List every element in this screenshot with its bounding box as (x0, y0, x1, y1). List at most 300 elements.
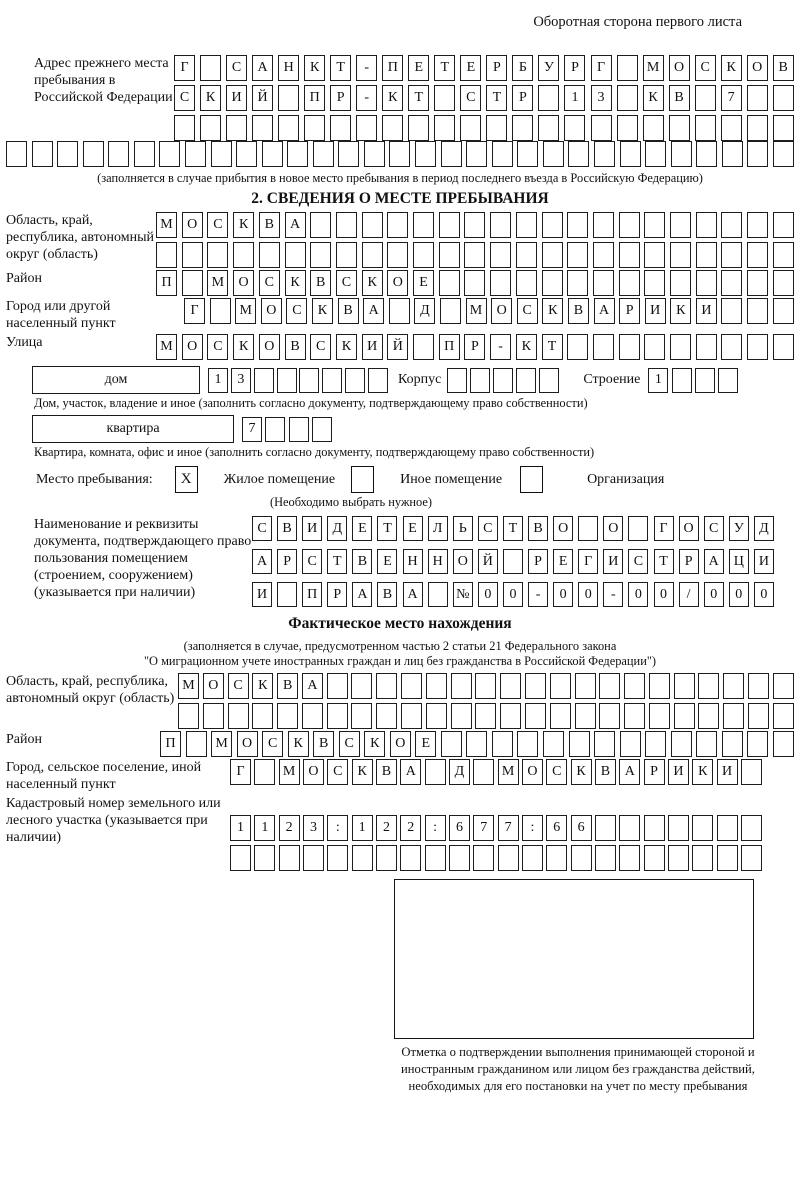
char-cell[interactable]: И (645, 298, 666, 324)
char-cell[interactable]: О (522, 759, 543, 785)
char-cell[interactable] (617, 85, 638, 111)
char-cell[interactable] (475, 673, 496, 699)
char-cell[interactable]: М (156, 212, 177, 238)
char-cell[interactable]: 7 (721, 85, 742, 111)
char-cell[interactable]: 0 (754, 582, 774, 607)
char-cell[interactable] (695, 85, 716, 111)
char-cell[interactable]: М (466, 298, 487, 324)
char-cell[interactable] (543, 141, 564, 167)
char-cell[interactable] (747, 115, 768, 141)
char-cell[interactable]: 1 (564, 85, 585, 111)
char-cell[interactable]: О (261, 298, 282, 324)
char-cell[interactable]: Р (277, 549, 297, 574)
char-cell[interactable] (327, 703, 348, 729)
char-cell[interactable]: П (160, 731, 181, 757)
char-cell[interactable]: К (312, 298, 333, 324)
char-cell[interactable] (721, 298, 742, 324)
char-cell[interactable]: Г (591, 55, 612, 81)
char-cell[interactable] (338, 141, 359, 167)
char-cell[interactable]: Т (330, 55, 351, 81)
char-cell[interactable]: Д (327, 516, 347, 541)
char-cell[interactable]: К (721, 55, 742, 81)
char-cell[interactable] (773, 731, 794, 757)
char-cell[interactable] (668, 845, 689, 871)
char-cell[interactable] (538, 85, 559, 111)
char-cell[interactable]: Н (403, 549, 423, 574)
char-cell[interactable] (425, 845, 446, 871)
char-cell[interactable] (525, 673, 546, 699)
char-cell[interactable] (322, 368, 342, 393)
char-cell[interactable] (645, 731, 666, 757)
char-cell[interactable]: С (262, 731, 283, 757)
char-cell[interactable]: А (594, 298, 615, 324)
char-cell[interactable]: К (362, 270, 383, 296)
char-cell[interactable] (134, 141, 155, 167)
char-cell[interactable]: С (695, 55, 716, 81)
char-cell[interactable]: Г (174, 55, 195, 81)
char-cell[interactable] (413, 242, 434, 268)
char-cell[interactable] (670, 334, 691, 360)
char-cell[interactable]: К (382, 85, 403, 111)
char-cell[interactable] (670, 212, 691, 238)
char-cell[interactable] (516, 368, 536, 393)
char-cell[interactable] (516, 212, 537, 238)
char-cell[interactable] (698, 673, 719, 699)
char-cell[interactable]: О (387, 270, 408, 296)
char-cell[interactable]: К (571, 759, 592, 785)
char-cell[interactable]: Л (428, 516, 448, 541)
char-cell[interactable]: О (203, 673, 224, 699)
char-cell[interactable]: - (356, 85, 377, 111)
char-cell[interactable]: И (302, 516, 322, 541)
char-cell[interactable]: В (773, 55, 794, 81)
char-cell[interactable] (619, 845, 640, 871)
char-cell[interactable] (718, 368, 738, 393)
char-cell[interactable] (593, 334, 614, 360)
char-cell[interactable] (539, 368, 559, 393)
char-cell[interactable]: Р (528, 549, 548, 574)
char-cell[interactable]: 3 (591, 85, 612, 111)
char-cell[interactable] (426, 673, 447, 699)
char-cell[interactable] (628, 516, 648, 541)
char-cell[interactable]: О (303, 759, 324, 785)
char-cell[interactable] (401, 703, 422, 729)
char-cell[interactable]: 1 (230, 815, 251, 841)
char-cell[interactable] (620, 141, 641, 167)
char-cell[interactable]: Н (278, 55, 299, 81)
char-cell[interactable] (174, 115, 195, 141)
char-cell[interactable]: Р (679, 549, 699, 574)
char-cell[interactable] (259, 242, 280, 268)
char-cell[interactable] (599, 703, 620, 729)
char-cell[interactable] (415, 141, 436, 167)
char-cell[interactable]: Р (486, 55, 507, 81)
char-cell[interactable]: - (603, 582, 623, 607)
char-cell[interactable]: П (302, 582, 322, 607)
char-cell[interactable] (674, 703, 695, 729)
char-cell[interactable]: С (252, 516, 272, 541)
char-cell[interactable] (747, 242, 768, 268)
char-cell[interactable]: С (460, 85, 481, 111)
char-cell[interactable]: Р (512, 85, 533, 111)
char-cell[interactable] (352, 845, 373, 871)
char-cell[interactable]: - (490, 334, 511, 360)
char-cell[interactable] (351, 703, 372, 729)
char-cell[interactable] (490, 242, 511, 268)
char-cell[interactable] (440, 298, 461, 324)
char-cell[interactable]: П (439, 334, 460, 360)
char-cell[interactable] (252, 115, 273, 141)
char-cell[interactable]: К (352, 759, 373, 785)
char-cell[interactable] (302, 703, 323, 729)
char-cell[interactable] (156, 242, 177, 268)
char-cell[interactable] (413, 334, 434, 360)
char-cell[interactable] (500, 703, 521, 729)
char-cell[interactable]: Д (754, 516, 774, 541)
char-cell[interactable] (722, 731, 743, 757)
char-cell[interactable] (645, 141, 666, 167)
char-cell[interactable] (517, 141, 538, 167)
char-cell[interactable]: 3 (303, 815, 324, 841)
char-cell[interactable]: К (252, 673, 273, 699)
char-cell[interactable]: № (453, 582, 473, 607)
char-cell[interactable]: С (228, 673, 249, 699)
char-cell[interactable] (327, 673, 348, 699)
checkbox-inoe[interactable] (351, 466, 374, 493)
char-cell[interactable] (624, 673, 645, 699)
char-cell[interactable]: В (310, 270, 331, 296)
char-cell[interactable]: Т (542, 334, 563, 360)
char-cell[interactable] (473, 845, 494, 871)
checkbox-zhiloe[interactable]: X (175, 466, 198, 493)
char-cell[interactable] (210, 298, 231, 324)
char-cell[interactable] (674, 673, 695, 699)
char-cell[interactable] (695, 368, 715, 393)
char-cell[interactable] (543, 731, 564, 757)
char-cell[interactable] (426, 703, 447, 729)
char-cell[interactable] (376, 703, 397, 729)
char-cell[interactable] (672, 368, 692, 393)
char-cell[interactable] (439, 242, 460, 268)
char-cell[interactable]: П (304, 85, 325, 111)
char-cell[interactable]: О (259, 334, 280, 360)
char-cell[interactable]: Т (377, 516, 397, 541)
char-cell[interactable]: К (233, 334, 254, 360)
char-cell[interactable] (387, 242, 408, 268)
char-cell[interactable] (571, 845, 592, 871)
char-cell[interactable]: 0 (628, 582, 648, 607)
char-cell[interactable] (313, 141, 334, 167)
char-cell[interactable]: : (425, 815, 446, 841)
char-cell[interactable] (345, 368, 365, 393)
char-cell[interactable] (211, 141, 232, 167)
char-cell[interactable] (594, 731, 615, 757)
char-cell[interactable]: К (692, 759, 713, 785)
char-cell[interactable]: М (156, 334, 177, 360)
char-cell[interactable]: К (200, 85, 221, 111)
char-cell[interactable] (717, 845, 738, 871)
char-cell[interactable] (619, 334, 640, 360)
char-cell[interactable]: А (619, 759, 640, 785)
char-cell[interactable]: 6 (449, 815, 470, 841)
char-cell[interactable]: С (259, 270, 280, 296)
char-cell[interactable] (327, 845, 348, 871)
char-cell[interactable]: 0 (503, 582, 523, 607)
char-cell[interactable]: 6 (546, 815, 567, 841)
char-cell[interactable]: 0 (553, 582, 573, 607)
char-cell[interactable]: - (528, 582, 548, 607)
char-cell[interactable]: Е (377, 549, 397, 574)
char-cell[interactable]: С (339, 731, 360, 757)
char-cell[interactable]: Р (330, 85, 351, 111)
char-cell[interactable] (695, 115, 716, 141)
char-cell[interactable] (593, 270, 614, 296)
char-cell[interactable] (464, 242, 485, 268)
char-cell[interactable]: Е (408, 55, 429, 81)
char-cell[interactable]: Е (352, 516, 372, 541)
char-cell[interactable] (538, 115, 559, 141)
char-cell[interactable] (451, 703, 472, 729)
char-cell[interactable] (57, 141, 78, 167)
char-cell[interactable]: К (233, 212, 254, 238)
char-cell[interactable] (336, 242, 357, 268)
char-cell[interactable] (717, 815, 738, 841)
char-cell[interactable] (670, 270, 691, 296)
char-cell[interactable]: К (542, 298, 563, 324)
char-cell[interactable]: С (517, 298, 538, 324)
char-cell[interactable] (644, 270, 665, 296)
char-cell[interactable]: 0 (729, 582, 749, 607)
char-cell[interactable] (277, 703, 298, 729)
char-cell[interactable] (277, 368, 297, 393)
char-cell[interactable] (644, 242, 665, 268)
char-cell[interactable] (362, 212, 383, 238)
char-cell[interactable] (439, 212, 460, 238)
char-cell[interactable] (747, 85, 768, 111)
char-cell[interactable]: В (377, 582, 397, 607)
char-cell[interactable]: 0 (704, 582, 724, 607)
char-cell[interactable] (517, 731, 538, 757)
char-cell[interactable]: С (174, 85, 195, 111)
char-cell[interactable] (669, 115, 690, 141)
char-cell[interactable]: - (356, 55, 377, 81)
char-cell[interactable]: А (285, 212, 306, 238)
char-cell[interactable]: И (696, 298, 717, 324)
char-cell[interactable]: : (327, 815, 348, 841)
char-cell[interactable] (721, 242, 742, 268)
char-cell[interactable]: Ь (453, 516, 473, 541)
char-cell[interactable]: И (226, 85, 247, 111)
char-cell[interactable] (748, 673, 769, 699)
char-cell[interactable] (595, 845, 616, 871)
char-cell[interactable] (567, 334, 588, 360)
char-cell[interactable] (262, 141, 283, 167)
char-cell[interactable] (236, 141, 257, 167)
char-cell[interactable] (721, 334, 742, 360)
char-cell[interactable]: И (754, 549, 774, 574)
char-cell[interactable]: С (478, 516, 498, 541)
char-cell[interactable]: 7 (498, 815, 519, 841)
char-cell[interactable] (723, 673, 744, 699)
char-cell[interactable] (516, 270, 537, 296)
char-cell[interactable] (233, 242, 254, 268)
char-cell[interactable]: О (390, 731, 411, 757)
char-cell[interactable] (512, 115, 533, 141)
char-cell[interactable]: Е (415, 731, 436, 757)
char-cell[interactable] (747, 334, 768, 360)
char-cell[interactable] (312, 417, 332, 442)
char-cell[interactable]: С (207, 212, 228, 238)
char-cell[interactable]: О (603, 516, 623, 541)
char-cell[interactable] (498, 845, 519, 871)
char-cell[interactable] (564, 115, 585, 141)
char-cell[interactable]: 1 (648, 368, 668, 393)
char-cell[interactable]: К (288, 731, 309, 757)
char-cell[interactable] (362, 242, 383, 268)
char-cell[interactable]: 1 (208, 368, 228, 393)
char-cell[interactable]: Е (403, 516, 423, 541)
char-cell[interactable]: С (310, 334, 331, 360)
char-cell[interactable] (254, 759, 275, 785)
char-cell[interactable] (773, 115, 794, 141)
char-cell[interactable]: А (403, 582, 423, 607)
char-cell[interactable] (696, 212, 717, 238)
checkbox-org[interactable] (520, 466, 543, 493)
char-cell[interactable] (747, 270, 768, 296)
char-cell[interactable] (593, 242, 614, 268)
char-cell[interactable] (470, 368, 490, 393)
char-cell[interactable]: Р (619, 298, 640, 324)
char-cell[interactable] (569, 731, 590, 757)
char-cell[interactable]: В (277, 516, 297, 541)
char-cell[interactable]: 2 (376, 815, 397, 841)
char-cell[interactable] (649, 673, 670, 699)
char-cell[interactable]: А (400, 759, 421, 785)
char-cell[interactable] (364, 141, 385, 167)
char-cell[interactable]: С (704, 516, 724, 541)
char-cell[interactable]: К (643, 85, 664, 111)
char-cell[interactable] (265, 417, 285, 442)
char-cell[interactable] (492, 731, 513, 757)
char-cell[interactable] (382, 115, 403, 141)
char-cell[interactable] (304, 115, 325, 141)
char-cell[interactable]: О (237, 731, 258, 757)
char-cell[interactable]: С (546, 759, 567, 785)
char-cell[interactable]: А (352, 582, 372, 607)
char-cell[interactable] (546, 845, 567, 871)
char-cell[interactable] (747, 212, 768, 238)
char-cell[interactable] (441, 731, 462, 757)
char-cell[interactable] (464, 270, 485, 296)
char-cell[interactable] (336, 212, 357, 238)
char-cell[interactable] (493, 368, 513, 393)
char-cell[interactable]: А (363, 298, 384, 324)
char-cell[interactable] (644, 815, 665, 841)
char-cell[interactable] (747, 731, 768, 757)
char-cell[interactable] (542, 212, 563, 238)
char-cell[interactable]: М (178, 673, 199, 699)
char-cell[interactable] (387, 212, 408, 238)
char-cell[interactable]: М (279, 759, 300, 785)
char-cell[interactable] (310, 242, 331, 268)
char-cell[interactable] (741, 815, 762, 841)
char-cell[interactable]: В (277, 673, 298, 699)
char-cell[interactable]: / (679, 582, 699, 607)
char-cell[interactable]: Д (414, 298, 435, 324)
char-cell[interactable] (773, 703, 794, 729)
char-cell[interactable] (83, 141, 104, 167)
char-cell[interactable]: С (207, 334, 228, 360)
char-cell[interactable]: И (252, 582, 272, 607)
char-cell[interactable] (591, 115, 612, 141)
char-cell[interactable] (289, 417, 309, 442)
char-cell[interactable] (522, 845, 543, 871)
char-cell[interactable]: Р (644, 759, 665, 785)
char-cell[interactable]: А (302, 673, 323, 699)
char-cell[interactable]: Й (387, 334, 408, 360)
char-cell[interactable]: В (313, 731, 334, 757)
char-cell[interactable] (692, 845, 713, 871)
char-cell[interactable]: Т (486, 85, 507, 111)
char-cell[interactable]: 7 (242, 417, 262, 442)
char-cell[interactable] (182, 270, 203, 296)
char-cell[interactable]: 2 (279, 815, 300, 841)
char-cell[interactable] (593, 212, 614, 238)
char-cell[interactable] (741, 759, 762, 785)
char-cell[interactable] (542, 242, 563, 268)
char-cell[interactable] (696, 270, 717, 296)
char-cell[interactable] (516, 242, 537, 268)
char-cell[interactable]: 7 (473, 815, 494, 841)
char-cell[interactable]: О (233, 270, 254, 296)
char-cell[interactable]: П (382, 55, 403, 81)
char-cell[interactable]: М (211, 731, 232, 757)
char-cell[interactable]: С (628, 549, 648, 574)
char-cell[interactable] (475, 703, 496, 729)
char-cell[interactable] (368, 368, 388, 393)
char-cell[interactable] (182, 242, 203, 268)
char-cell[interactable]: С (226, 55, 247, 81)
char-cell[interactable] (226, 115, 247, 141)
char-cell[interactable] (748, 703, 769, 729)
char-cell[interactable] (466, 141, 487, 167)
char-cell[interactable]: : (522, 815, 543, 841)
char-cell[interactable]: В (669, 85, 690, 111)
char-cell[interactable] (252, 703, 273, 729)
char-cell[interactable]: О (182, 212, 203, 238)
char-cell[interactable]: Т (434, 55, 455, 81)
char-cell[interactable]: Е (460, 55, 481, 81)
char-cell[interactable] (619, 242, 640, 268)
char-cell[interactable] (620, 731, 641, 757)
char-cell[interactable] (773, 334, 794, 360)
char-cell[interactable]: Е (553, 549, 573, 574)
char-cell[interactable] (460, 115, 481, 141)
char-cell[interactable] (6, 141, 27, 167)
char-cell[interactable]: Г (578, 549, 598, 574)
char-cell[interactable]: К (364, 731, 385, 757)
char-cell[interactable]: А (252, 55, 273, 81)
char-cell[interactable] (721, 115, 742, 141)
char-cell[interactable] (624, 703, 645, 729)
char-cell[interactable]: 6 (571, 815, 592, 841)
char-cell[interactable] (644, 212, 665, 238)
char-cell[interactable] (401, 673, 422, 699)
char-cell[interactable]: М (207, 270, 228, 296)
char-cell[interactable] (722, 141, 743, 167)
char-cell[interactable]: В (528, 516, 548, 541)
char-cell[interactable]: Г (184, 298, 205, 324)
